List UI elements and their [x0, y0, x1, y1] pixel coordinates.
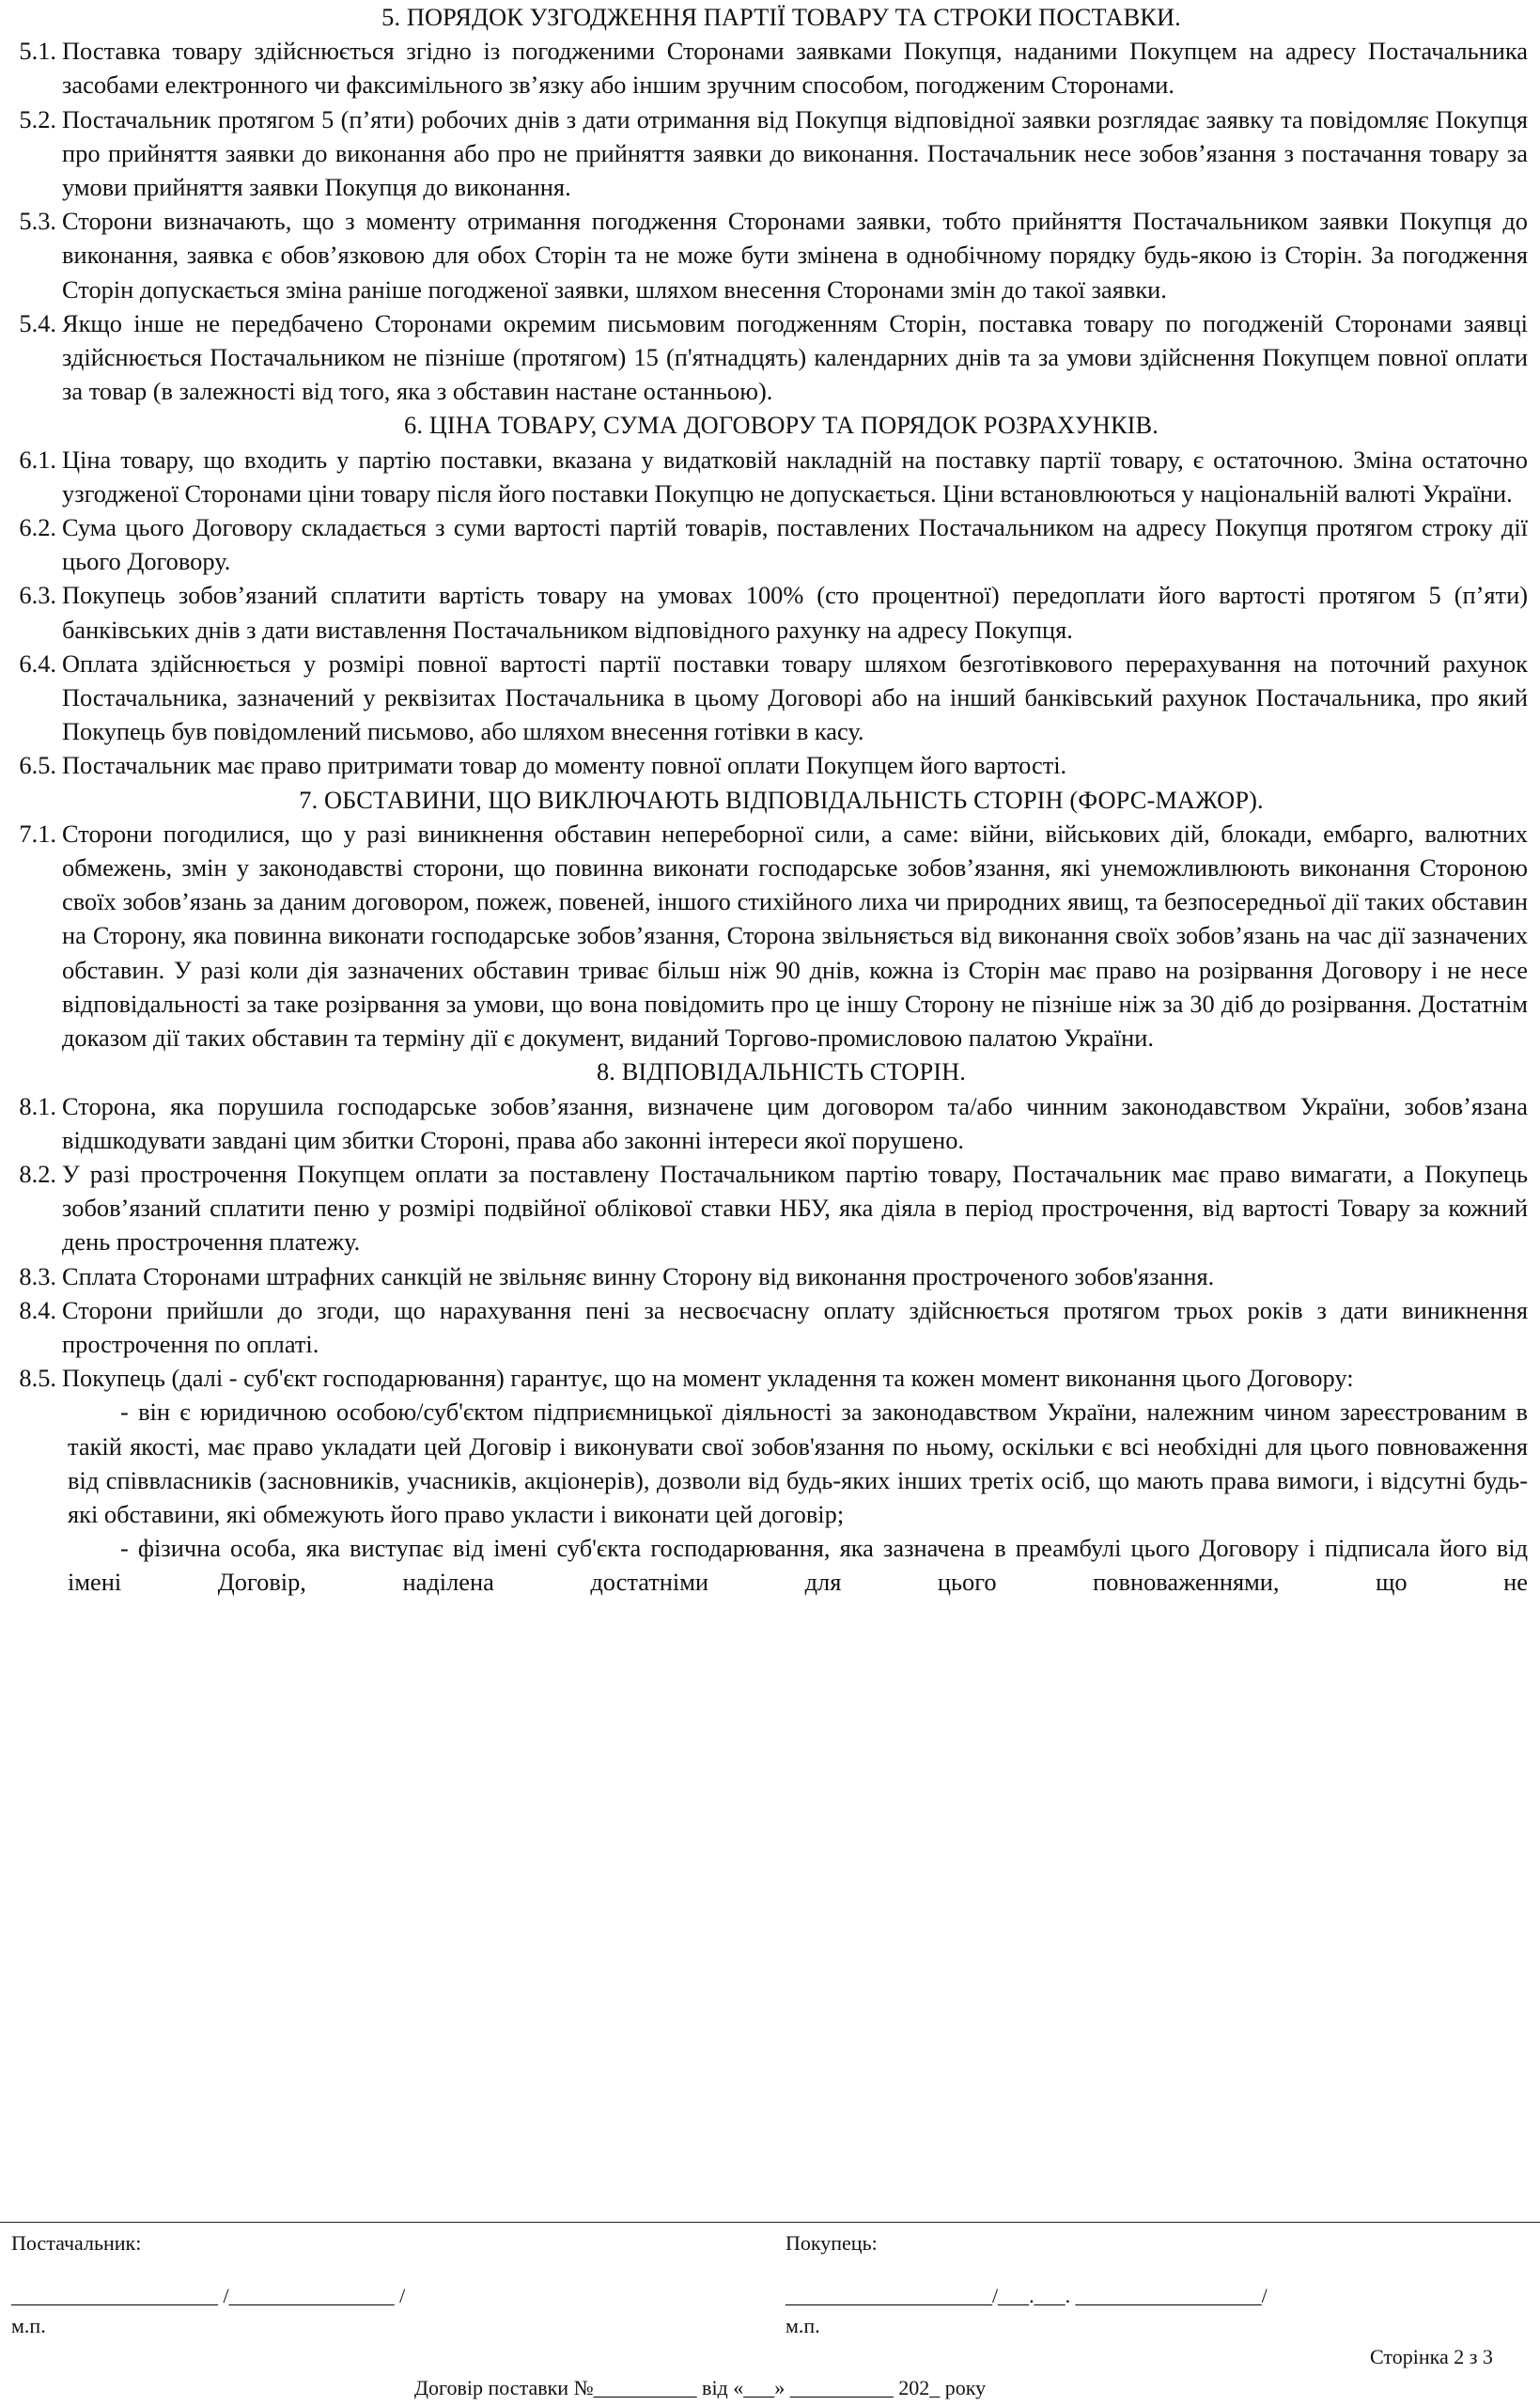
- clause-text: Покупець (далі - суб'єкт господарювання) гарантує, що на момент укладення та кожен момент виконання цього Договору:: [62, 1364, 1354, 1393]
- clause-text: Поставка товару здійснюється згідно із погодженими Сторонами заявками Покупця, наданими Покупцем на адресу Постачальника засобами електронного чи факсимільного зв’язку або іншим зручним способом, погодженим Сторонами.: [62, 37, 1528, 100]
- buyer-label: Покупець:: [786, 2231, 878, 2255]
- supplier-label: Постачальник:: [11, 2231, 142, 2255]
- clause-5-3: [0, 204, 1540, 306]
- clause-8-1: [0, 1089, 1540, 1157]
- clause-number: 6.5.: [19, 751, 56, 780]
- guarantee-item-signatory: - фізична особа, яка виступає від імені суб'єкта господарювання, яка зазначена в преамбулі цього Договору і підписала його від імені Договір, наділена достатніми для цього повноваженнями, що не: [68, 1534, 1528, 1597]
- clause-text: Якщо інше не передбачено Сторонами окремим письмовим погодженням Сторін, поставка товару по погодженій Сторонами заявці здійснюється Постачальником не пізніше (протягом) 15 (п'ятнадцять) календарних днів та за умови здійснення Покупцем повної оплати за товар (в залежності від того, яка з обставин настане останньою).: [62, 308, 1528, 406]
- clause-number: 6.3.: [19, 581, 56, 610]
- clause-text: Постачальник протягом 5 (п’яти) робочих днів з дати отримання від Покупця відповідної заявки розглядає заявку та повідомляє Покупця про прийняття заявки до виконання або про не прийняття заявки до виконання. Постачальник несе зобов’язання з постачання товару за умови прийняття заявки Покупця до виконання.: [62, 104, 1528, 202]
- buyer-seal-label: м.п.: [786, 2314, 820, 2337]
- clause-5-1: [0, 34, 1540, 102]
- clause-number: 6.4.: [19, 648, 56, 678]
- clause-6-2: [0, 510, 1540, 578]
- clause-6-3: [0, 578, 1540, 646]
- footer-divider: [0, 2222, 1540, 2223]
- clause-7-1: [0, 817, 1540, 1055]
- clause-text: Сторони визначають, що з моменту отримання погодження Сторонами заявки, тобто прийняття Постачальником заявки Покупця до виконання, заявка є обов’язковою для обох Сторін та не може бути змінена в однобічному порядку будь-якою із Сторін. За погодження Сторін допускається зміна раніше погодженої заявки, шляхом внесення Сторонами змін до такої заявки.: [62, 207, 1528, 304]
- clause-5-2: [0, 102, 1540, 205]
- clause-text: Постачальник має право притримати товар до моменту повної оплати Покупцем його вартості.: [62, 751, 1067, 780]
- buyer-signature-line: ____________________/___.___. __________________/: [786, 2284, 1268, 2307]
- clause-number: 5.3.: [19, 207, 56, 236]
- section-heading: 8. ВІДПОВІДАЛЬНІСТЬ СТОРІН.: [597, 1057, 966, 1086]
- section-7: [0, 783, 1540, 1055]
- clause-text: У разі прострочення Покупцем оплати за поставлену Постачальником партію товару, Постачальник має право вимагати, а Покупець зобов’язаний сплатити пеню у розмірі подвійної облікової ставки НБУ, яка діяла в період прострочення, від вартості Товару за кожний день прострочення платежу.: [62, 1159, 1528, 1257]
- page-number: Сторінка 2 з 3: [1370, 2345, 1493, 2368]
- clause-number: 5.1.: [19, 37, 56, 66]
- clause-number: 5.4.: [19, 308, 56, 337]
- clause-number: 6.1.: [19, 445, 56, 474]
- supplier-seal-label: м.п.: [11, 2314, 46, 2337]
- clause-text: Оплата здійснюється у розмірі повної вартості партії поставки товару шляхом безготівкового перерахування на поточний рахунок Постачальника, зазначений у реквізитах Постачальника в цьому Договорі або на інший банківський рахунок Постачальника, про який Покупець був повідомлений письмово, або шляхом внесення готівки в касу.: [62, 648, 1528, 746]
- clause-text: Ціна товару, що входить у партію поставки, вказана у видатковій накладній на поставку партії товару, є остаточною. Зміна остаточно узгодженої Сторонами ціни товару після його поставки Покупцю не допускається. Ціни встановлюються у національній валюті України.: [62, 445, 1528, 508]
- clause-number: 8.1.: [19, 1091, 56, 1120]
- section-8: [0, 1055, 1540, 1599]
- clause-text: Сторони прийшли до згоди, що нарахування пені за несвоєчасну оплату здійснюється протягом трьох років з дати виникнення прострочення по оплаті.: [62, 1295, 1528, 1358]
- section-heading: 5. ПОРЯДОК УЗГОДЖЕННЯ ПАРТІЇ ТОВАРУ ТА СТРОКИ ПОСТАВКИ.: [381, 3, 1181, 31]
- section-6: [0, 408, 1540, 782]
- clause-number: 8.2.: [19, 1159, 56, 1188]
- clause-number: 7.1.: [19, 819, 56, 848]
- clause-number: 8.4.: [19, 1295, 56, 1324]
- clause-number: 8.5.: [19, 1364, 56, 1393]
- clause-text: Сторона, яка порушила господарське зобов’язання, визначене цим договором та/або чинним законодавством України, зобов’язана відшкодувати завдані цим збитки Стороні, права або законні інтереси якої порушено.: [62, 1091, 1528, 1154]
- clause-8-2: [0, 1157, 1540, 1259]
- section-heading: 6. ЦІНА ТОВАРУ, СУМА ДОГОВОРУ ТА ПОРЯДОК РОЗРАХУНКІВ.: [404, 411, 1159, 440]
- clause-text: Сплата Сторонами штрафних санкцій не звільняє винну Сторону від виконання простроченого зобов'язання.: [62, 1261, 1215, 1290]
- section-5: [0, 0, 1540, 408]
- contract-reference: Договір поставки №__________ від «___» __________ 202_ року: [414, 2376, 987, 2399]
- clause-5-4: [0, 306, 1540, 409]
- supplier-signature-line: ____________________ /________________ /: [11, 2284, 406, 2307]
- clause-number: 8.3.: [19, 1261, 56, 1290]
- clause-8-5: [0, 1361, 1540, 1395]
- clause-number: 5.2.: [19, 104, 56, 133]
- clause-6-1: [0, 443, 1540, 510]
- section-heading: 7. ОБСТАВИНИ, ЩО ВИКЛЮЧАЮТЬ ВІДПОВІДАЛЬНІСТЬ СТОРІН (ФОРС-МАЖОР).: [299, 785, 1264, 814]
- clause-8-4: [0, 1293, 1540, 1361]
- clause-text: Сума цього Договору складається з суми вартості партій товарів, поставлених Постачальником на адресу Покупця протягом строку дії цього Договору.: [62, 513, 1528, 576]
- clause-8-3: [0, 1259, 1540, 1293]
- clause-6-5: [0, 748, 1540, 782]
- clause-text: Покупець зобов’язаний сплатити вартість товару на умовах 100% (сто процентної) передоплати його вартості протягом 5 (п’яти) банківських днів з дати виставлення Постачальником відповідного рахунку на адресу Покупця.: [62, 581, 1528, 644]
- guarantee-item-legal-entity: - він є юридичною особою/суб'єктом підприємницької діяльності за законодавством України, належним чином зареєстрованим в такій якості, має право укладати цей Договір і виконувати свої зобов'язання по ньому, оскільки є всі необхідні для цього повноваження від співвласників (засновників, учасників, акціонерів), дозволи від будь-яких інших третіх осіб, що мають права вимоги, і відсутні будь-які обставини, які обмежують його право укласти і виконати цей договір;: [68, 1398, 1528, 1528]
- clause-number: 6.2.: [19, 513, 56, 542]
- clause-text: Сторони погодилися, що у разі виникнення обставин непереборної сили, а саме: війни, військових дій, блокади, ембарго, валютних обмежень, змін у законодавстві сторони, що повинна виконати господарське зобов’язання, які унеможливлюють виконання Стороною своїх зобов’язань за даним договором, пожеж, повеней, іншого стихійного лиха чи природних явищ, та безпосередньої дії таких обставин на Сторону, яка повинна виконати господарське зобов’язання, Сторона звільняється від виконання своїх зобов’язань на час дії зазначених обставин. У разі коли дія зазначених обставин триває більш ніж 90 днів, кожна із Сторін має право на розірвання Договору і не несе відповідальності за таке розірвання за умови, що вона повідомить про це іншу Сторону не пізніше ніж за 30 діб до розірвання. Достатнім доказом дії таких обставин та терміну дії є документ, виданий Торгово-промисловою палатою України.: [62, 819, 1528, 1053]
- clause-6-4: [0, 647, 1540, 749]
